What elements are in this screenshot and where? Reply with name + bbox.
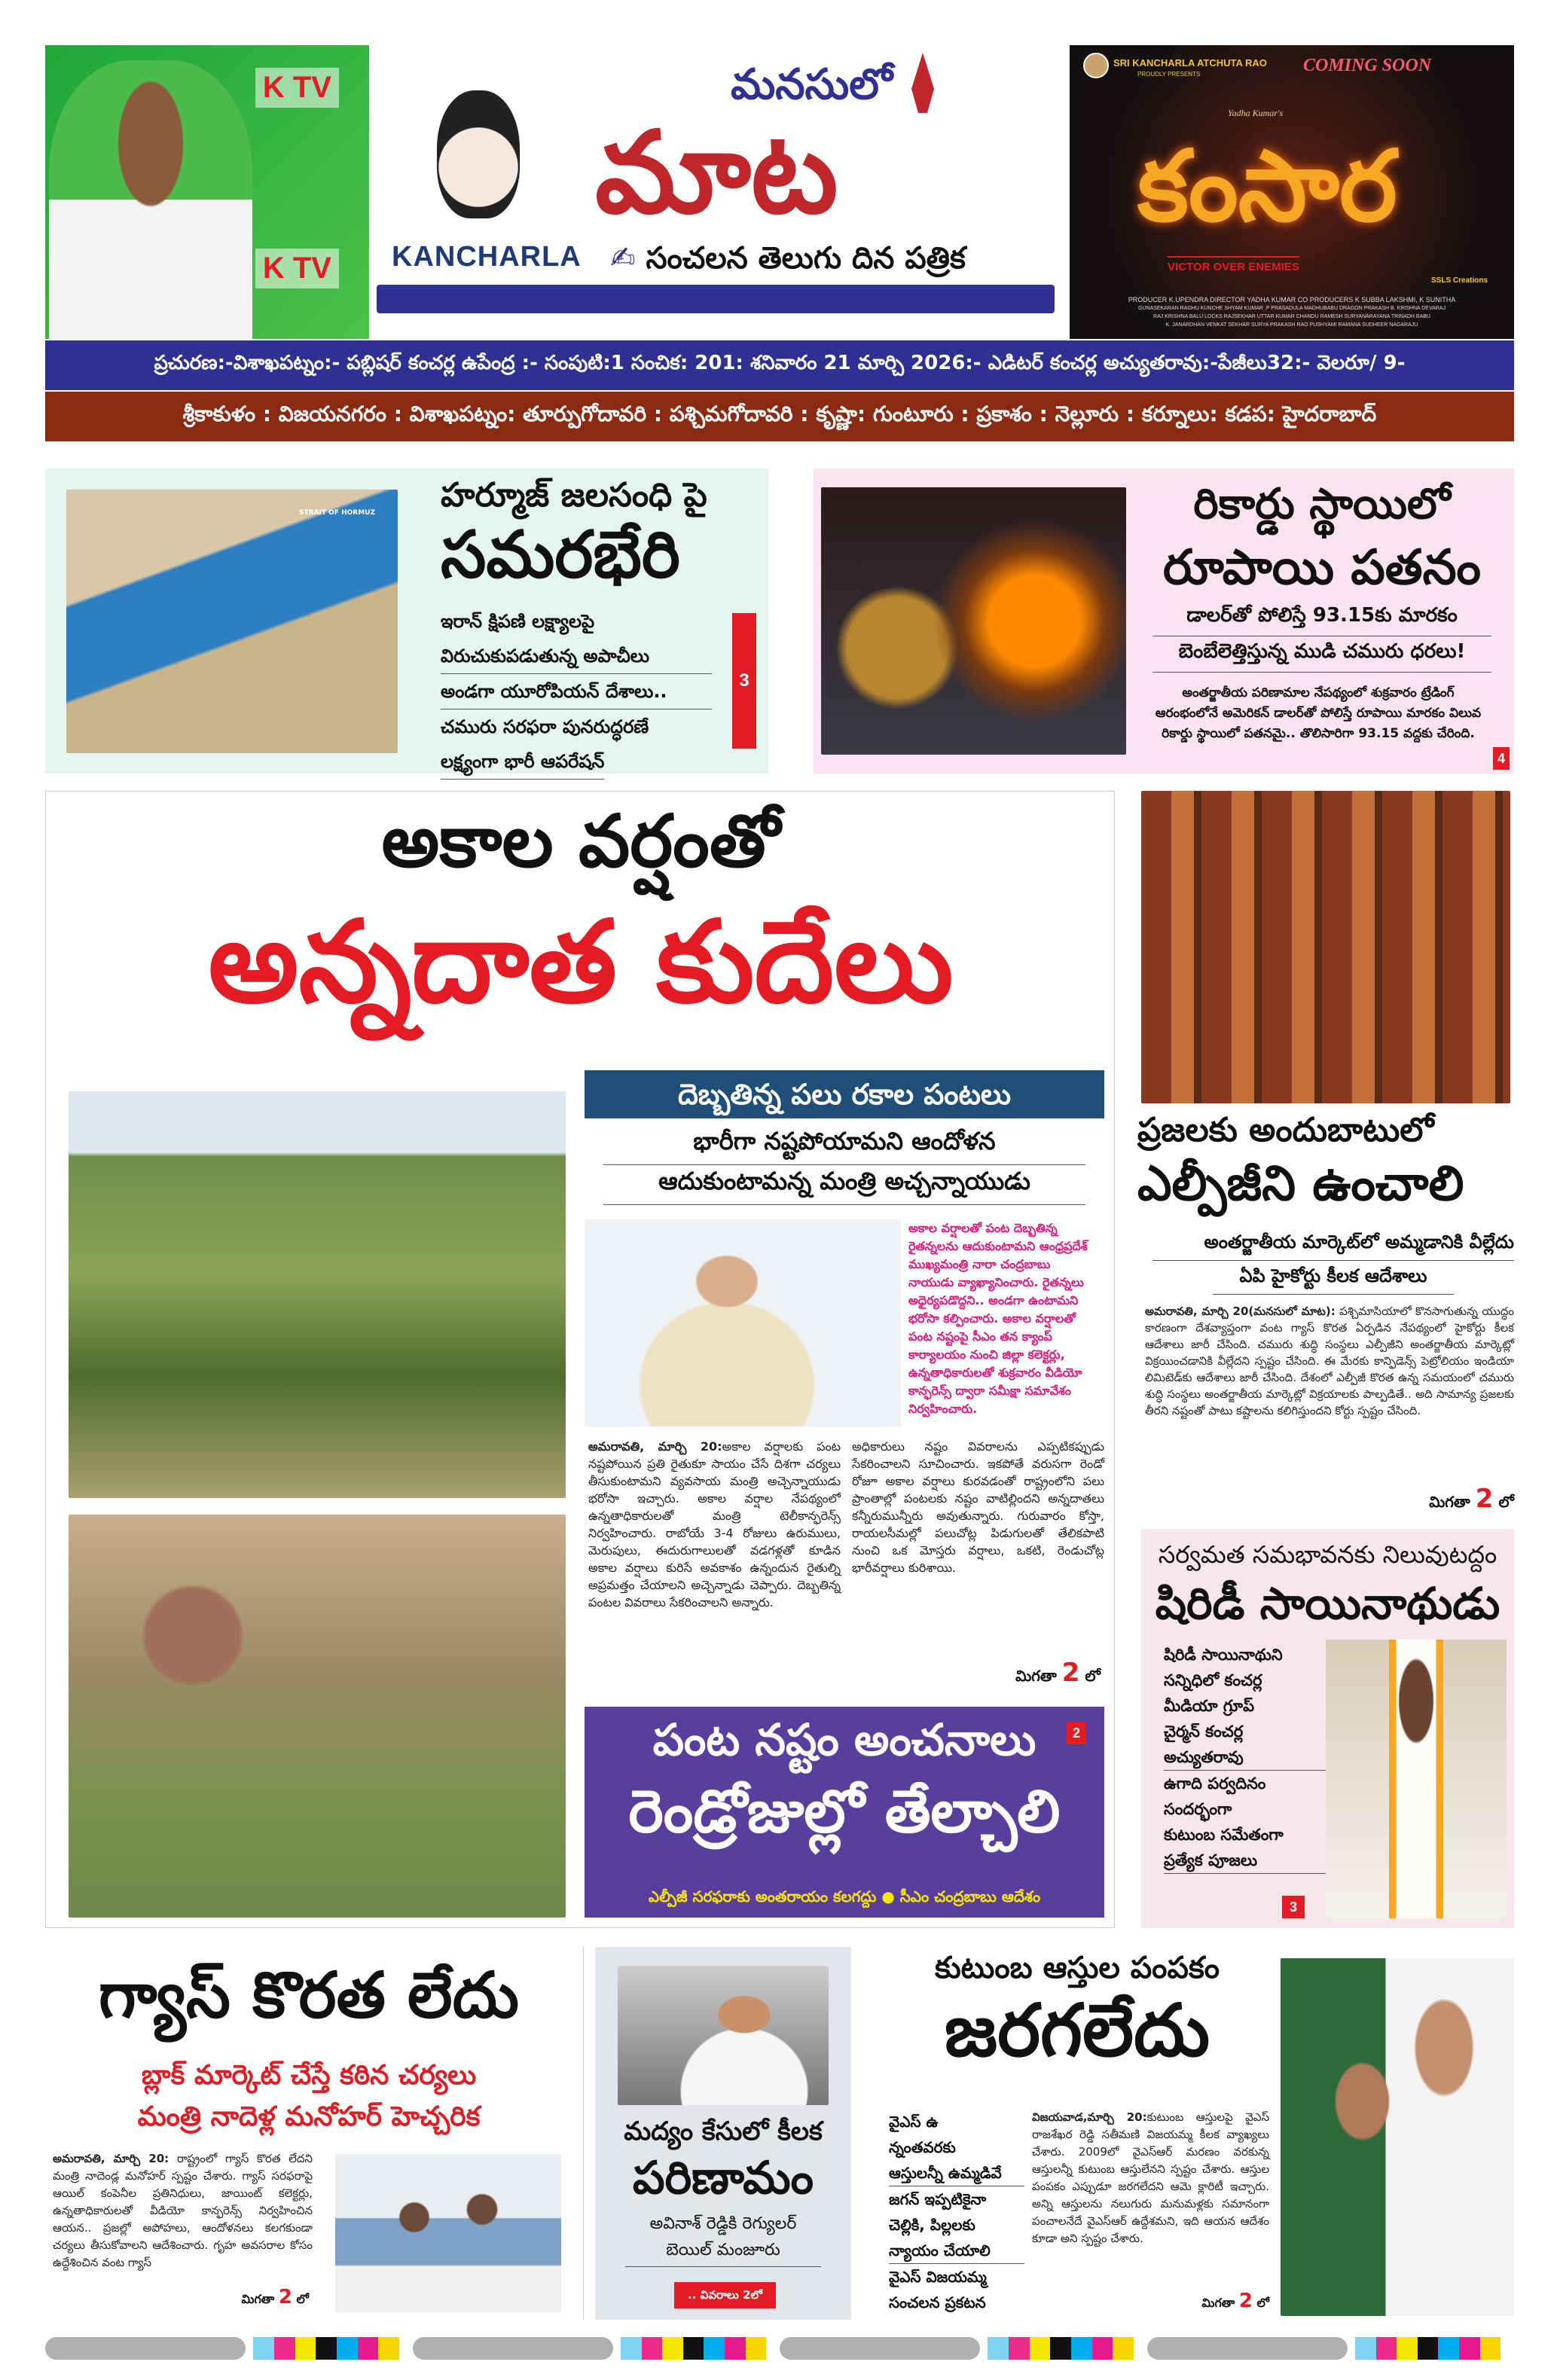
writing-hand-icon: ✍ bbox=[610, 241, 636, 276]
liquor-sub-1: అవినాశ్ రెడ్డికి రెగ్యులర్ bbox=[649, 2214, 797, 2233]
registration-color-swatch bbox=[1092, 2337, 1113, 2360]
logo-small-text: మనసులో bbox=[731, 60, 893, 109]
credits-line: GUNASEKARAN RAGHU KUNCHE SHYAM KUMAR .P PRASADULA MADHUBABU DRAGON PRAKASH B. KRISHNA DEVARAJ bbox=[1137, 306, 1446, 311]
gas-headline: గ్యాస్ కొరత లేదు bbox=[99, 1958, 519, 2032]
logo-main-text: మాట bbox=[595, 108, 838, 239]
line: సంచలన ప్రకటన bbox=[889, 2293, 986, 2311]
registration-grey-bar bbox=[780, 2337, 980, 2360]
ad-person-photo bbox=[49, 60, 252, 339]
line: అచ్యుతరావు bbox=[1164, 1744, 1330, 1771]
continued-link[interactable] bbox=[1107, 2290, 1269, 2313]
crops-banner: దెబ్బతిన్న పలు రకాల పంటలు bbox=[585, 1070, 1104, 1118]
hormuz-kicker: హర్మూజ్ జలసంధి పై bbox=[441, 476, 707, 514]
continued-label: మిగతా bbox=[1015, 1667, 1057, 1685]
movie-title: కంసార bbox=[1137, 131, 1397, 241]
registration-color-swatch bbox=[725, 2337, 746, 2360]
hormuz-story bbox=[45, 468, 768, 774]
registration-color-swatch bbox=[1418, 2337, 1439, 2360]
credits-line: K. JANARDHAN VENKAT SEKHAR SURYA PRAKASH RAO PUSHYAMI RAMANA SUDHEER NAGARAJU bbox=[1165, 322, 1418, 328]
line: న్నంతవరకు bbox=[889, 2138, 956, 2156]
registration-color-swatch bbox=[1438, 2337, 1459, 2360]
body-text: పశ్చిమాసియాలో కొనసాగుతున్న యుద్ధం కారణంగా దేశవ్యాప్తంగా వంట గ్యాస్ కొరత ఏర్పడిన నేపథ్యంలో హైకోర్టు కీలక ఆదేశాలు జారీ చేసింది. చమురు శుద్ధి సంస్థలు ఎల్పీజీని అంతర్జాతీయ మార్కెట్లో విక్రయించడానికి వీల్లేదని స్పష్టం చేసింది. ఈ మేరకు కాన్ఫిడెన్స్ పెట్రోలియం ఇండియా లిమిటెడ్‌కు ఆదేశాలు జారీ చేసింది. దేశంలో ఎల్పీజీ కొరత ఉన్న సమయంలో చమురు శుద్ధి సంస్థలు అంతర్జాతీయ మార్కెట్లో విక్రయాలకు పాల్పడితే.. అది సామాన్య ప్రజలకు తీరని నష్టంతో పాటు కష్టాలను కలిగిస్తుందని కోర్టు స్పష్టం చేసింది. bbox=[1145, 1304, 1514, 1417]
registration-color-swatch bbox=[642, 2337, 663, 2360]
print-registration-bar bbox=[45, 2335, 1514, 2362]
registration-color-swatch bbox=[1113, 2337, 1134, 2360]
registration-color-swatch bbox=[295, 2337, 316, 2360]
gas-sub-2: మంత్రి నాదెళ్ల మనోహర్ హెచ్చరిక bbox=[137, 2101, 481, 2132]
shirdi-headline: షిరిడీ సాయినాథుడు bbox=[1155, 1578, 1501, 1629]
registration-color-swatch bbox=[1009, 2337, 1030, 2360]
fallen-mangoes-photo bbox=[69, 1515, 566, 1918]
lpg-sub-1: అంతర్జాతీయ మార్కెట్‌లో అమ్మడానికి వీల్లేదు bbox=[1152, 1231, 1514, 1261]
shirdi-kicker: సర్వమత సమభావనకు నిలువుటద్దం bbox=[1158, 1540, 1497, 1569]
family-headline: జరగలేదు bbox=[944, 1988, 1210, 2073]
line: న్యాయం చేయాలి bbox=[889, 2238, 1024, 2264]
line: చెల్లికి, పిల్లలకు bbox=[889, 2216, 975, 2234]
credits-line: RAJ KRISHNA BALU LOCKS RAJSEKHAR UTTAR KUMAR CHANDU RAMESH SURYANARAYANA TRINADH BABU bbox=[1153, 314, 1430, 319]
tag-1: ఎల్పీజీ సరఫరాకు అంతరాయం కలగద్దు bbox=[648, 1887, 877, 1906]
lead-headline-1: అకాల వర్షంతో bbox=[381, 799, 780, 883]
line: కుటుంబ సమేతంగా bbox=[1164, 1826, 1284, 1844]
point: లక్ష్యంగా భారీ ఆపరేషన్ bbox=[441, 744, 604, 780]
liquor-sub-2: బెయిల్ మంజూరు bbox=[625, 2241, 821, 2267]
continued-suffix: లో bbox=[1085, 1667, 1101, 1685]
registration-color-swatch bbox=[378, 2337, 399, 2360]
founder-portrait bbox=[437, 90, 520, 218]
lead-body-col-1 bbox=[588, 1438, 841, 1611]
lead-sub-1: భారీగా నష్టపోయామని ఆందోళన bbox=[603, 1127, 1085, 1165]
movie-subtitle: VICTOR OVER ENEMIES bbox=[1168, 256, 1299, 273]
continued-suffix: లో bbox=[1498, 1493, 1514, 1511]
presents-label: PROUDLY PRESENTS bbox=[1137, 71, 1201, 78]
hormuz-headline: సమరభేరి bbox=[441, 517, 680, 593]
editions-bar: శ్రీకాకుళం : విజయనగరం : విశాఖపట్నం: తూర్పుగోదావరి : పశ్చిమగోదావరి : కృష్ణా: గుంటూరు : ప్రకాశం : నెల్లూరు : కర్నూలు: కడప: హైదరాబాద్ bbox=[45, 392, 1514, 441]
rupee-headline-1: రికార్డు స్థాయిలో bbox=[1193, 480, 1451, 529]
avinash-photo bbox=[618, 1966, 829, 2105]
ktv-logo-bottom: K TV bbox=[255, 249, 339, 288]
meeting-photo bbox=[335, 2154, 561, 2312]
lead-sub-2: ఆదుకుంటామన్న మంత్రి అచ్చన్నాయుడు bbox=[603, 1167, 1085, 1205]
line: మీడియా గ్రూప్ bbox=[1164, 1697, 1255, 1715]
crop-box-line-1: పంట నష్టం అంచనాలు bbox=[652, 1714, 1036, 1765]
studio-name: SSLS Creations bbox=[1431, 276, 1488, 285]
registration-grey-bar bbox=[45, 2337, 246, 2360]
registration-color-swatch bbox=[1480, 2337, 1501, 2360]
gas-body bbox=[53, 2150, 313, 2272]
line: షిరిడీ సాయినాథుని bbox=[1164, 1646, 1283, 1664]
body-text: కుటుంబ ఆస్తులపై వైఎస్ రాజశేఖర రెడ్డి సతీమణి విజయమ్మ కీలక వ్యాఖ్యలు చేశారు. 2009లో వైఎస్ఆర్ మరణం వరకున్న ఆస్తులన్నీ కుటుంబ ఆస్తులేనని స్పష్టం చేశారు. ఆస్తుల పంపకం ఎప్పుడూ జరగలేదని ఆమె క్లారిటీ ఇచ్చారు. అన్ని ఆస్తులను నలుగురు మనుమళ్లకు సమానంగా పంచాలనేదే వైఎస్ఆర్ ఉద్దేశమని, ఇది ఆయన ఆదేశం కూడా అని స్పష్టం చేశారు. bbox=[1032, 2110, 1269, 2245]
line: చైర్మన్ కంచర్ల bbox=[1164, 1722, 1244, 1741]
point: ఇరాన్ క్షిపణి లక్ష్యాలపై bbox=[441, 611, 595, 632]
line: వైఎస్ ఉ bbox=[889, 2113, 939, 2131]
continued-label: మిగతా bbox=[241, 2292, 275, 2306]
strait-map bbox=[66, 490, 398, 753]
hormuz-points bbox=[441, 604, 712, 780]
registration-color-swatch bbox=[358, 2337, 379, 2360]
family-body bbox=[1032, 2109, 1269, 2247]
registration-color-swatch bbox=[253, 2337, 274, 2360]
registration-color-swatch bbox=[1355, 2337, 1376, 2360]
rupee-sub-2: బెంబేలెత్తిస్తున్న ముడి చమురు ధరలు! bbox=[1152, 640, 1491, 673]
tag-2: సీఎం చంద్రబాబు ఆదేశం bbox=[899, 1887, 1041, 1906]
continued-suffix: లో bbox=[1256, 2296, 1269, 2310]
pen-nib-icon bbox=[911, 53, 934, 113]
point: చమురు సరఫరా పునరుద్ధరణే bbox=[441, 716, 649, 737]
crop-loss-box bbox=[585, 1707, 1104, 1918]
registration-color-swatch bbox=[337, 2337, 358, 2360]
line: ప్రత్యేక పూజలు bbox=[1164, 1848, 1330, 1874]
registration-color-swatch bbox=[988, 2337, 1009, 2360]
registration-color-swatch bbox=[746, 2337, 767, 2360]
chairman-photo bbox=[1326, 1640, 1507, 1918]
shirdi-lines bbox=[1164, 1642, 1330, 1874]
line: సన్నిధిలో కంచర్ల bbox=[1164, 1671, 1262, 1689]
registration-color-swatch bbox=[621, 2337, 642, 2360]
continued-page: 2 bbox=[278, 2286, 292, 2308]
tagline bbox=[610, 240, 966, 277]
registration-color-swatch bbox=[1050, 2337, 1071, 2360]
lpg-headline-1: ప్రజలకు అందుబాటులో bbox=[1137, 1111, 1434, 1149]
details-button[interactable]: .. వివరాలు 2లో bbox=[674, 2282, 776, 2308]
continued-label: మిగతా bbox=[1201, 2296, 1235, 2310]
liquor-story bbox=[595, 1947, 851, 2320]
lpg-body bbox=[1145, 1303, 1514, 1419]
dateline: అమరావతి, మార్చి 20(మనసులో మాట): bbox=[1145, 1304, 1336, 1318]
lpg-story bbox=[1137, 791, 1514, 1521]
map-label: STRAIT OF HORMUZ bbox=[299, 509, 375, 517]
gas-cylinders-photo bbox=[1141, 791, 1510, 1103]
page-ref-badge[interactable]: 3 bbox=[1282, 1896, 1305, 1918]
logo-underline-bar bbox=[377, 285, 1055, 313]
gas-sub-1: బ్లాక్ మార్కెట్ చేస్తే కఠిన చర్యలు bbox=[141, 2060, 477, 2091]
rupee-headline-2: రూపాయి పతనం bbox=[1163, 540, 1481, 596]
gas-story bbox=[45, 1947, 584, 2320]
registration-color-swatch bbox=[683, 2337, 704, 2360]
family-side bbox=[889, 2109, 1024, 2315]
presenter-photo bbox=[1083, 53, 1109, 78]
family-kicker: కుటుంబ ఆస్తుల పంపకం bbox=[934, 1951, 1220, 1985]
continued-link[interactable] bbox=[875, 1658, 1101, 1689]
director-tag: Yadha Kumar's bbox=[1228, 108, 1284, 118]
vijayamma-jagan-photo bbox=[1281, 1958, 1514, 2316]
lead-headline-2: అన్నదాత కుదేలు bbox=[208, 897, 954, 1028]
registration-grey-bar bbox=[1147, 2337, 1348, 2360]
body-text: రాష్ట్రంలో గ్యాస్ కొరత లేదని మంత్రి నాదెండ్ల మనోహర్ స్పష్టం చేశారు. గ్యాస్ సరఫరాపై ఆయిల్ కంపెనీల ప్రతినిధులు, జాయింట్ కలెక్టర్లు, ఉన్నతాధికారులతో వీడియో కాన్ఫరెన్స్ నిర్వహించిన ఆయన.. ప్రజల్లో అపోహలు, ఆందోళనలు కలగకుండా చర్యలు తీసుకోవాలని ఆదేశించారు. గృహ అవసరాల కోసం ఉద్దేశించిన వంట గ్యాస్ bbox=[53, 2152, 313, 2269]
registration-color-swatch bbox=[1397, 2337, 1418, 2360]
page-ref-badge[interactable]: 2 bbox=[1067, 1722, 1086, 1744]
line: ఆస్తులన్నీ ఉమ్మడివే bbox=[889, 2160, 1024, 2186]
line: జగన్ ఇప్పటికైనా bbox=[889, 2190, 987, 2208]
ktv-logo: K TV bbox=[255, 68, 339, 108]
registration-color-swatch bbox=[1459, 2337, 1480, 2360]
lead-body-col-2: అధికారులు నష్టం వివరాలను ఎప్పటికప్పుడు సేకరించాలని సూచించారు. ఇకపోతే వరుసగా రెండో రోజూ అకాల వర్షాలు కురవడంతో రాష్ట్రంలోని పలు ప్రాంతాల్లో పంటలకు నష్టం వాటిల్లిందని అన్నదాతలు కన్నీరుమున్నీరు అవుతున్నారు. గురువారం కోస్తా, రాయలసీమల్లో పలుచోట్ల పిడుగులతో తేలికపాటి నుంచి ఒక మోస్తరు వర్షాలు, ఒకటి, రెండుచోట్ల భారీవర్షాలు కురిశాయి. bbox=[852, 1439, 1104, 1575]
crop-box-line-2: రెండ్రోజుల్లో తేల్చాలి bbox=[628, 1778, 1061, 1846]
continued-link[interactable] bbox=[1288, 1484, 1514, 1515]
coins-photo bbox=[821, 487, 1126, 755]
dateline: విజయవాడ,మార్చి 20: bbox=[1032, 2110, 1147, 2124]
credits bbox=[1115, 296, 1469, 329]
tagline-text: సంచలన తెలుగు దిన పత్రిక bbox=[646, 241, 966, 276]
crop-box-tags: ఎల్పీజీ సరఫరాకు అంతరాయం కలగద్దు ● సీఎం చంద్రబాబు ఆదేశం bbox=[648, 1887, 1041, 1906]
body-text: అకాల వర్షాలకు పంట నష్టపోయిన ప్రతి రైతుకూ సాయం చేసే దిశగా చర్యలు తీసుకుంటామని వ్యవసాయ మంత్రి అచ్చెన్నాయుడు భరోసా ఇచ్చారు. అకాల వర్షాల నేపథ్యంలో ఉన్నతాధికారులతో మంత్రి టెలీకాన్ఫరెన్స్ నిర్వహించారు. రాబోయే 3-4 రోజులు ఉరుములు, మెరుపులు, ఈదురుగాలులతో వడగళ్లతో కూడిన అకాల వర్షాలు కురిసే అవకాశం ఉన్నందున రైతుల్ని అప్రమత్తం చేయాలని అచ్చెన్నాడు చెప్పారు. దెబ్బతిన్న పంటల వివరాలు సేకరించాలని అన్నారు. bbox=[588, 1439, 841, 1610]
registration-color-swatch bbox=[1376, 2337, 1397, 2360]
shirdi-story bbox=[1141, 1529, 1514, 1928]
logo-block bbox=[369, 45, 1062, 339]
page-ref-badge[interactable]: 4 bbox=[1493, 747, 1510, 770]
registration-color-swatch bbox=[1071, 2337, 1092, 2360]
rupee-sub-1: డాలర్‌తో పోలిస్తే 93.15కు మారకం bbox=[1152, 604, 1491, 636]
continued-page: 2 bbox=[1238, 2290, 1253, 2312]
point: విరుచుకుపడుతున్న అపాచీలు bbox=[441, 639, 712, 674]
liquor-headline-1: మద్యం కేసులో కీలక bbox=[624, 2116, 823, 2147]
rupee-body: అంతర్జాతీయ పరిణామాల నేపథ్యంలో శుక్రవారం ట్రేడింగ్ ఆరంభంలోనే అమెరికన్ డాలర్‌తో పోలిస్తే రూపాయి మారకం విలువ రికార్డు స్థాయిలో పతనమై.. తొలిసారిగా 93.15 వద్దకు చేరింది. bbox=[1155, 685, 1482, 741]
lead-story bbox=[45, 791, 1115, 1928]
coming-soon: COMING SOON bbox=[1303, 56, 1432, 75]
continued-link[interactable] bbox=[158, 2286, 309, 2309]
registration-color-swatch bbox=[1030, 2337, 1051, 2360]
registration-grey-bar bbox=[413, 2337, 613, 2360]
presenter-name: SRI KANCHARLA ATCHUTA RAO bbox=[1113, 57, 1267, 69]
point: అండగా యూరోపియన్ దేశాలు.. bbox=[441, 674, 712, 709]
cm-quote: అకాల వర్షాలతో పంట దెబ్బతిన్న రైతన్నలను ఆదుకుంటామని ఆంధ్రప్రదేశ్ ముఖ్యమంత్రి నారా చంద్రబాబు నాయుడు వ్యాఖ్యానించారు. రైతన్నలు అధైర్యపడొద్దని.. అండగా ఉంటామని భరోసా కల్పించారు. అకాల వర్షాలతో పంట నష్టంపై సీఎం తన క్యాంప్ కార్యాలయం నుంచి జిల్లా కలెక్టర్లు, ఉన్నతాధికారులతో శుక్రవారం వీడియో కాన్ఫరెన్స్ ద్వారా సమీక్షా సమావేశం నిర్వహించారు. bbox=[908, 1221, 1088, 1416]
lpg-sub-2: ఏపి హైకోర్టు కీలక ఆదేశాలు bbox=[1213, 1265, 1454, 1295]
registration-color-swatch bbox=[316, 2337, 337, 2360]
registration-color-swatch bbox=[704, 2337, 725, 2360]
continued-suffix: లో bbox=[296, 2292, 309, 2306]
cm-photo bbox=[585, 1219, 901, 1426]
rupee-story bbox=[814, 468, 1514, 774]
info-bar: ప్రచురణ:-విశాఖపట్నం:- పబ్లిషర్ కంచర్ల ఉపేంద్ర :- సంపుటి:1 సంచిక: 201: శనివారం 21 మార్చి 2026:- ఎడిటర్ కంచర్ల అచ్యుతరావు:-పేజీలు32:- వెలరూ/ 9- bbox=[45, 340, 1514, 390]
family-story bbox=[881, 1947, 1273, 2320]
line: ఉగాది పర్వదినం bbox=[1164, 1774, 1266, 1793]
page-ref-badge[interactable]: 3 bbox=[732, 613, 756, 749]
liquor-headline-2: పరిణామం bbox=[632, 2152, 814, 2205]
continued-page: 2 bbox=[1475, 1484, 1494, 1514]
continued-page: 2 bbox=[1061, 1658, 1080, 1688]
brand-name: KANCHARLA bbox=[392, 241, 582, 273]
dateline: అమరావతి, మార్చి 20: bbox=[53, 2152, 169, 2165]
left-ad bbox=[45, 45, 369, 339]
dateline: అమరావతి, మార్చి 20: bbox=[588, 1439, 722, 1454]
continued-label: మిగతా bbox=[1429, 1493, 1470, 1511]
movie-ad bbox=[1070, 45, 1514, 339]
flattened-crops-photo bbox=[69, 1091, 566, 1498]
credits-line: PRODUCER K.UPENDRA DIRECTOR YADHA KUMAR CO PRODUCERS K SUBBA LAKSHMI, K SUNITHA bbox=[1128, 296, 1456, 304]
line: సందర్భంగా bbox=[1164, 1800, 1232, 1818]
registration-color-swatch bbox=[274, 2337, 295, 2360]
registration-color-swatch bbox=[662, 2337, 683, 2360]
lpg-headline-2: ఎల్పీజీని ఉంచాలి bbox=[1137, 1156, 1464, 1212]
line: వైఎస్ విజయమ్మ bbox=[889, 2268, 987, 2286]
